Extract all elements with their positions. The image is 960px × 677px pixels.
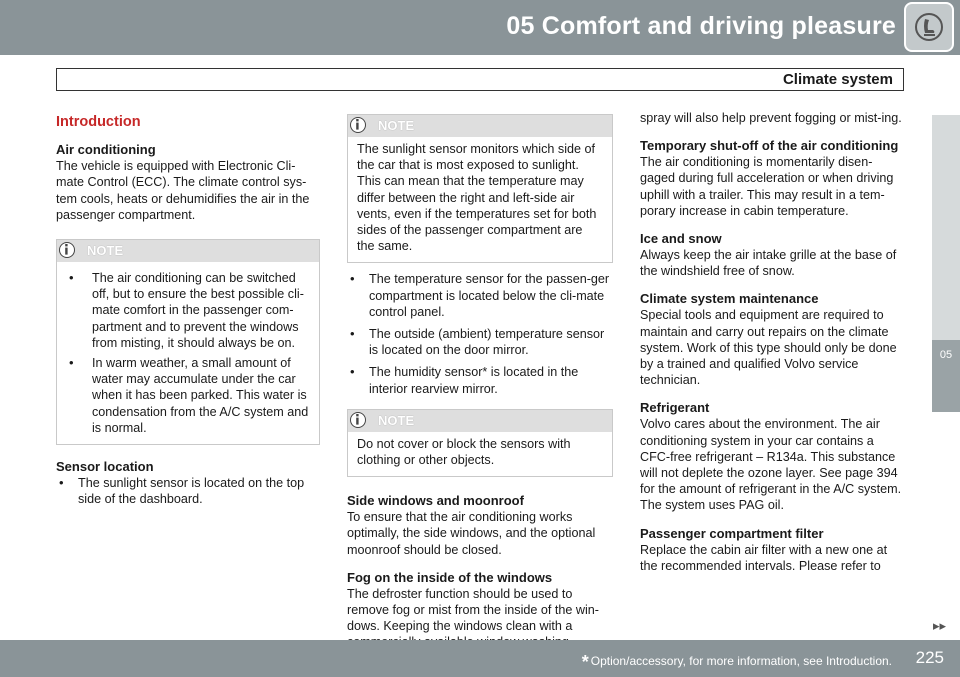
asterisk: *: [581, 652, 589, 672]
note-box: [56, 239, 320, 445]
list-item: • The sunlight sensor is located on the top side of the dashboard.: [56, 475, 320, 507]
footer-note-text: Option/accessory, for more information, see Introduction.: [590, 654, 892, 668]
note-header: [57, 240, 319, 262]
ice-heading: Ice and snow: [640, 231, 722, 247]
section-title: Climate system: [782, 71, 893, 88]
sensor-heading: Sensor location: [56, 459, 154, 475]
footer-note: [582, 652, 892, 673]
continued-text: spray will also help prevent fogging or mist-ing.: [640, 111, 902, 125]
shutoff-text: The air conditioning is momentarily disen-gaged during full acceleration or when driving uphill with a trailer. This may result in a tem-porary increase in cabin temperature.: [640, 155, 894, 218]
note-body: [57, 262, 319, 444]
seat-icon: [904, 2, 954, 52]
chapter-title: 05 Comfort and driving pleasure: [506, 12, 896, 40]
note-list: [66, 270, 309, 436]
note-label: NOTE: [378, 412, 415, 428]
note-label: NOTE: [378, 118, 415, 133]
ac-heading: Air conditioning: [56, 142, 156, 158]
column-1: [56, 108, 320, 507]
filter-heading: Passenger compartment filter: [640, 525, 824, 541]
intro-title: Introduction: [56, 114, 141, 130]
refrigerant-text: Volvo cares about the environment. The air conditioning system in your car contains a CFC-free refrigerant – R134a. This substance will not deplete the ozone layer. See page 394 for the amount of refrigerant in the A/C system. The system uses PAG oil.: [640, 417, 902, 513]
filter-text: Replace the cabin air filter with a new one at the recommended intervals. Please refer to: [640, 542, 888, 573]
chapter-tab-number: 05: [939, 349, 953, 361]
ac-text: The vehicle is equipped with Electronic Cli-mate Control (ECC). The climate control sys-tem cools, heats or dehumidifies the air in the passenger compartment.: [56, 159, 310, 222]
maintenance-text: Special tools and equipment are required to maintain and carry out repairs on the climate system. Work of this type should only be done by a trained and qualified Volvo service technician.: [640, 308, 897, 388]
list-item: • The outside (ambient) temperature sensor is located on the door mirror.: [347, 326, 613, 358]
refrigerant-heading: Refrigerant: [640, 400, 710, 416]
list-item: • The air conditioning can be switched off, but to ensure the best possible cli-mate comfort in the passenger com-partment and to prevent the windows from misting, it should always be on.: [66, 270, 309, 351]
list-item: • In warm weather, a small amount of water may accumulate under the car when it has been parked. This water is condensation from the A/C system and is normal.: [66, 355, 309, 436]
section-bar: [56, 68, 904, 91]
info-icon: [350, 117, 366, 133]
note-box: [347, 409, 613, 477]
chapter-header: [0, 0, 960, 55]
page-number: 225: [915, 648, 944, 667]
shutoff-heading: Temporary shut-off of the air conditioning: [640, 138, 899, 154]
note-header: [348, 115, 612, 137]
note-body: The sunlight sensor monitors which side of the car that is most exposed to sunlight. This can mean that the temperature may differ between the right and left-side air vents, even if the temperatures set for both sides of the passenger compartment are the same.: [357, 142, 597, 254]
info-icon: [350, 412, 366, 428]
note-label: NOTE: [87, 243, 124, 259]
fog-text: The defroster function should be used to remove fog or mist from the inside of the win-dows. Keeping the windows clean with a: [347, 586, 599, 634]
sensor-list: [56, 475, 320, 507]
windows-heading: Side windows and moonroof: [347, 493, 524, 509]
note-box: [347, 114, 613, 263]
note-body: Do not cover or block the sensors with clothing or other objects.: [357, 436, 571, 468]
windows-text: To ensure that the air conditioning works optimally, the side windows, and the optional moonroof should be closed.: [347, 510, 596, 557]
column-2: [347, 114, 613, 651]
column-3: [640, 110, 905, 574]
list-item: • The temperature sensor for the passen-ger compartment is located below the cli-mate control panel.: [347, 271, 613, 320]
maintenance-heading: Climate system maintenance: [640, 291, 819, 307]
ice-text: Always keep the air intake grille at the base of the windshield free of snow.: [640, 248, 897, 279]
list-item: • The humidity sensor* is located in the interior rearview mirror.: [347, 364, 613, 396]
double-chevron-right-icon: ▸▸: [932, 618, 946, 633]
info-icon: [59, 242, 75, 258]
sensor-list: [347, 271, 613, 396]
fog-heading: Fog on the inside of the windows: [347, 569, 553, 585]
note-header: [348, 410, 612, 432]
